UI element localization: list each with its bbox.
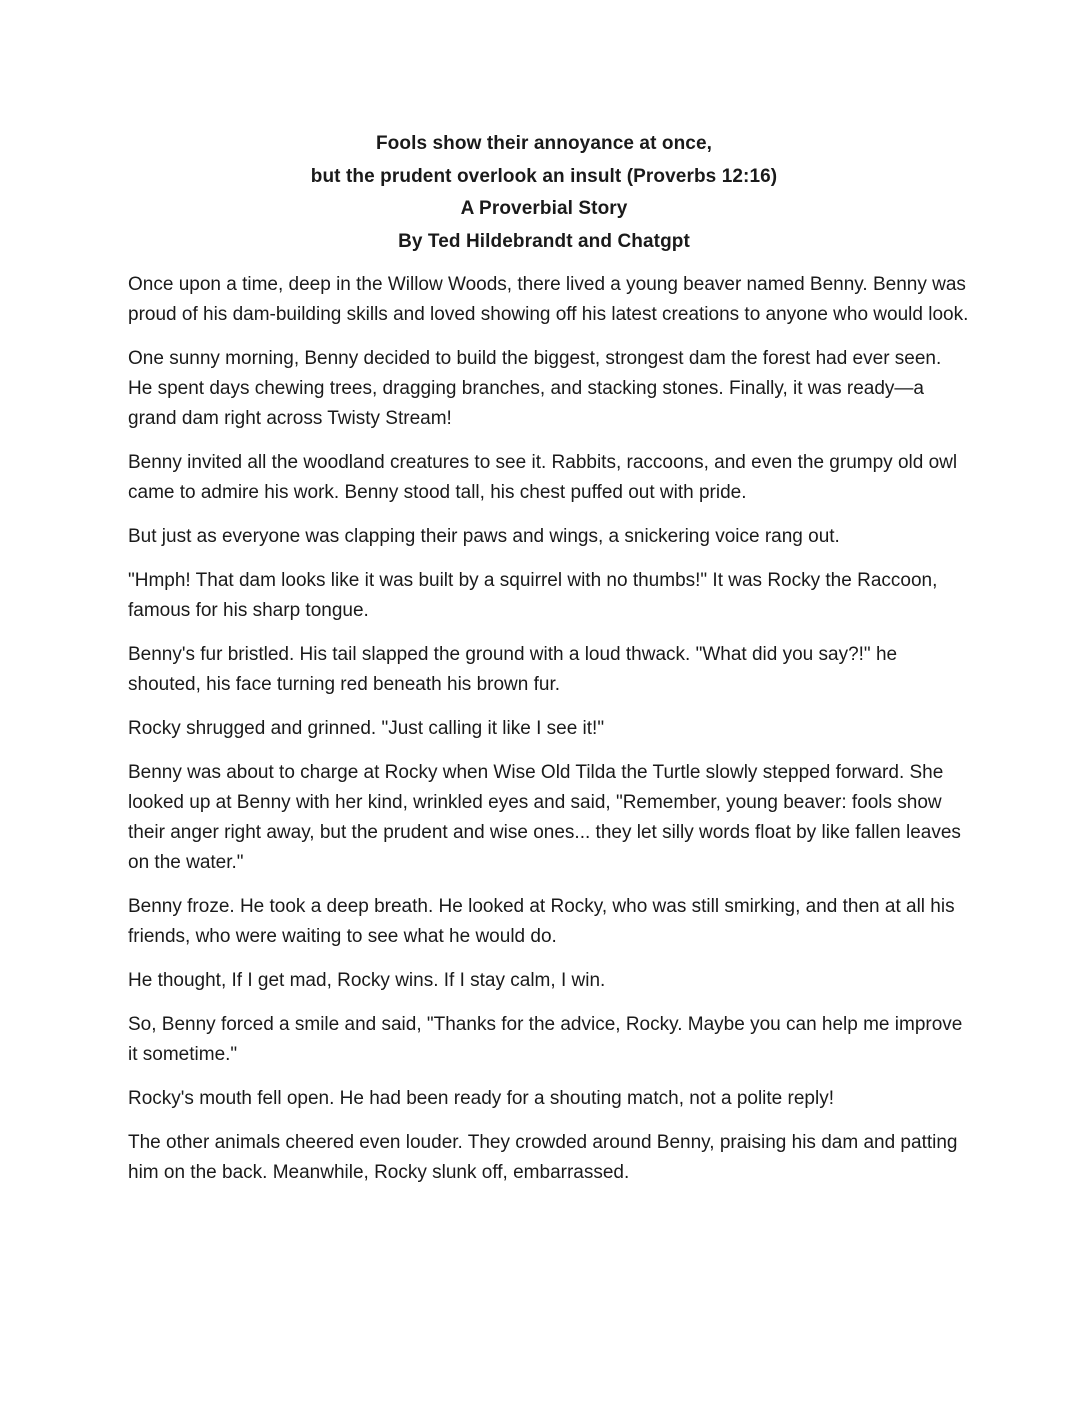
paragraph-3: Benny invited all the woodland creatures to see it. Rabbits, raccoons, and even the grumpy old owl came to admire his work. Benny stood tall, his chest puffed out with pride. [128,452,958,503]
paragraph-12: Rocky's mouth fell open. He had been ready for a shouting match, not a polite reply! [128,1088,834,1109]
paragraph-13: The other animals cheered even louder. They crowded around Benny, praising his dam and patting him on the back. Meanwhile, Rocky slunk off, embarrassed. [128,1132,958,1183]
title-block [0,128,1088,258]
paragraph-4: But just as everyone was clapping their paws and wings, a snickering voice rang out. [128,526,840,547]
byline: By Ted Hildebrandt and Chatgpt [398,230,690,252]
title-line-2: but the prudent overlook an insult (Proverbs 12:16) [310,165,778,187]
paragraph-2: One sunny morning, Benny decided to build the biggest, strongest dam the forest had ever seen. He spent days chewing trees, dragging branches, and stacking stones. Finally, it was ready—a grand dam right across Twisty Stream! [128,348,942,429]
paragraph-8: Benny was about to charge at Rocky when Wise Old Tilda the Turtle slowly stepped forward. She looked up at Benny with her kind, wrinkled eyes and said, "Remember, young beaver: fools show their anger right away, but the prudent and wise ones... they let silly words float by like fallen leaves on the water." [128,762,961,873]
paragraph-9: Benny froze. He took a deep breath. He looked at Rocky, who was still smirking, and then at all his friends, who were waiting to see what he would do. [128,896,955,947]
paragraph-7: Rocky shrugged and grinned. "Just calling it like I see it!" [128,718,605,739]
title-line-1: Fools show their annoyance at once, [375,133,713,154]
subtitle: A Proverbial Story [460,198,628,219]
paragraph-6: Benny's fur bristled. His tail slapped the ground with a loud thwack. "What did you say?!" he shouted, his face turning red beneath his brown fur. [128,644,898,695]
paragraph-5: "Hmph! That dam looks like it was built by a squirrel with no thumbs!" It was Rocky the Raccoon, famous for his sharp tongue. [128,570,938,621]
paragraph-1: Once upon a time, deep in the Willow Woods, there lived a young beaver named Benny. Benny was proud of his dam-building skills and loved showing off his latest creations to anyone who would look. [128,274,969,325]
story-body [128,270,970,1202]
paragraph-11: So, Benny forced a smile and said, "Thanks for the advice, Rocky. Maybe you can help me improve it sometime." [128,1014,963,1065]
paragraph-10: He thought, If I get mad, Rocky wins. If I stay calm, I win. [128,970,606,991]
